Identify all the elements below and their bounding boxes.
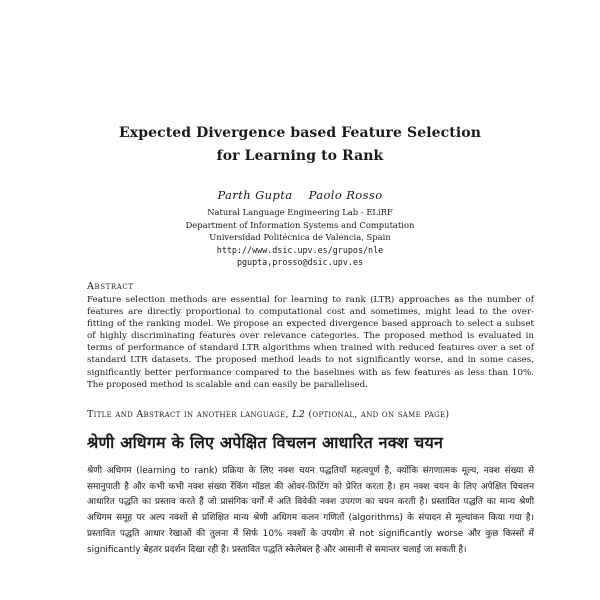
hindi-title: श्रेणी अधिगम के लिए अपेक्षित विचलन आधारित नक्श चयन [87,433,444,452]
affiliation-lab: Natural Language Engineering Lab - ELiRF [207,207,393,217]
affiliation-url[interactable]: http://www.dsic.upv.es/grupos/nle [216,244,384,255]
second-language-heading-suffix: (optional, and on same page) [308,409,450,420]
second-language-heading [87,409,534,420]
title-line-2: for Learning to Rank [216,148,384,164]
affiliation-department: Department of Information Systems and Computation [185,219,415,230]
abstract-heading: Abstract [87,281,134,292]
affiliation-block [0,206,600,269]
affiliation-university: Universidad Politécnica de Valencia, Spain [209,232,391,243]
author-name: Paolo Rosso [308,188,383,202]
title-line-1: Expected Divergence based Feature Selection [119,125,481,141]
language-symbol: L2 [292,409,306,420]
abstract-text: Feature selection methods are essential for learning to rank (LTR) approaches as the number of features are directly proportional to computational cost and sometimes, might lead to the over-fitting of the ranking model. We propose an expected divergence based approach to select a subset of highly discriminating features over relevance categories. The proposed method is evaluated in terms of performance of standard LTR algorithms when trained with reduced features over a set of standard LTR datasets. The proposed method leads to not significantly worse, and in some cases, significantly better performance compared to the baselines with as few features as less than 10%. The proposed method is scalable and can easily be parallelised. [87,295,534,390]
paper-title [0,122,600,168]
hindi-abstract: श्रेणी अधिगम (learning to rank) प्रक्रिया के लिए नक्श चयन पद्धतियाँ महत्वपूर्ण है, क्योंकि संगणात्मक मूल्य, नक्श संख्या से समानुपाती है और कभी कभी नक्श संख्या रेंकिंग मॉडल की ओवर-फ़िटिंग को प्रेरित करता है। हम नक्श चयन के लिए अपेक्षित विचलन आधारित पद्धति का प्रस्ताव करते हैं जो प्रासंगिक वर्गों में अति विवेकी नक्श उपगण का चयन करती है। प्रस्तावित पद्धति का मान्य श्रेणी अधिगम समूह पर अल्प नक्शों से प्रशिक्षित मान्य श्रेणी अधिगम कलन गणितों (algorithms) के संपादन से मूल्यांकन किया गया है। प्रस्तावित पद्धति आधार रेखाओं की तुलना में सिर्फ 10% नक्शों के उपयोग से not significantly worse और कुछ किस्सों में significantly बेहतर प्रदर्शन दिखा रही है। प्रस्तावित पद्धति स्केलेबल है और आसानी से समान्तर चलाई जा सकती है। [87,466,534,555]
author-emails[interactable]: pgupta,prosso@dsic.upv.es [236,257,364,268]
author-list [0,188,600,202]
author-name: Parth Gupta [217,188,293,202]
second-language-heading-prefix: Title and Abstract in another language, [87,409,289,420]
